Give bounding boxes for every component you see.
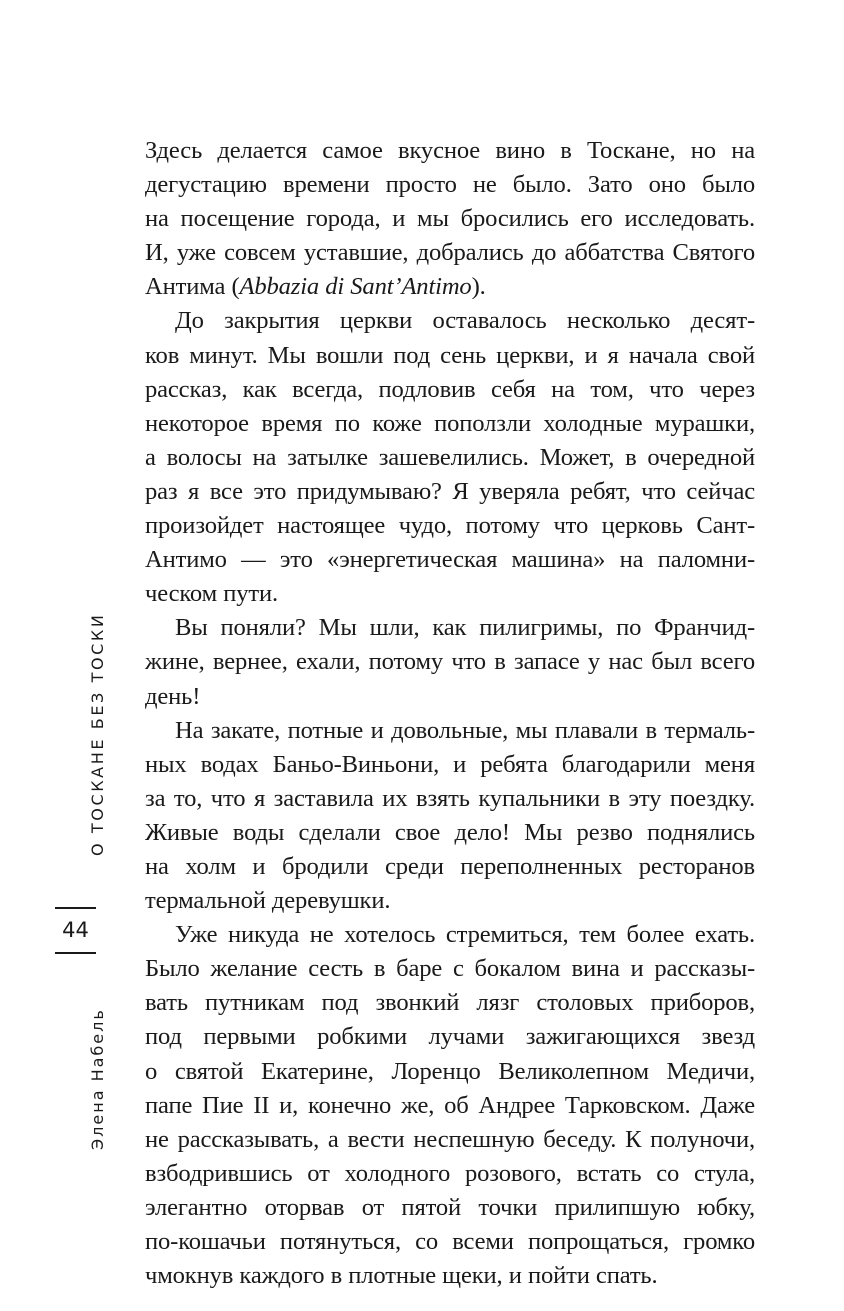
text-line: взбодрившись от холодного розового, встать со стула,	[145, 1159, 755, 1187]
text-line: чмокнув каждого в плотные щеки, и пойти спать.	[145, 1262, 658, 1290]
text-line: дегустацию времени просто не было. Зато оно было	[145, 171, 755, 199]
page-number: 44	[62, 918, 89, 942]
text-line: на холм и бродили среди переполненных ресторанов	[145, 852, 755, 880]
text-line: о святой Екатерине, Лоренцо Великолепном Медичи,	[145, 1057, 755, 1085]
text-line: Уже никуда не хотелось стремиться, тем более ехать.	[175, 921, 755, 949]
text-line	[145, 270, 755, 304]
text-line: ков минут. Мы вошли под сень церкви, и я начала свой	[145, 341, 755, 369]
author-name-text: Элена Набель	[88, 1008, 107, 1150]
text-line: по-кошачьи потянуться, со всеми попрощаться, громко	[145, 1228, 755, 1255]
text-line: Вы поняли? Мы шли, как пилигримы, по Франчид-	[175, 614, 755, 642]
text-line: произойдет настоящее чудо, потому что церковь Сант-	[145, 512, 755, 540]
text-line: некоторое время по коже поползли холодные мурашки,	[145, 409, 755, 437]
text-line: Антимо — это «энергетическая машина» на паломни-	[145, 546, 755, 574]
text-line: за то, что я заставила их взять купальники в эту поездку.	[145, 784, 755, 812]
body-text	[145, 134, 755, 1293]
text-line: ческом пути.	[145, 580, 278, 608]
text-fragment: ).	[471, 273, 486, 301]
text-line: До закрытия церкви оставалось несколько десят-	[175, 307, 755, 335]
text-line: жине, вернее, ехали, потому что в запасе у нас был всего	[145, 648, 755, 676]
text-line: элегантно оторвав от пятой точки прилипшую юбку,	[145, 1193, 755, 1221]
text-line: Было желание сесть в баре с бокалом вина и рассказы-	[145, 955, 755, 983]
text-line: раз я все это придумываю? Я уверяла ребят, что сейчас	[145, 477, 755, 505]
text-line: Живые воды сделали свое дело! Мы резво поднялись	[145, 818, 755, 846]
text-line: рассказ, как всегда, подловив себя на том, что через	[145, 375, 755, 403]
text-line: Здесь делается самое вкусное вино в Тоскане, но на	[145, 137, 755, 164]
italic-place-name: Abbazia di Sant’Antimo	[239, 273, 472, 301]
text-line: папе Пие II и, конечно же, об Андрее Тарковском. Даже	[145, 1091, 755, 1119]
text-line: а волосы на затылке зашевелились. Может, в очередной	[145, 443, 755, 471]
text-line: на посещение города, и мы бросились его исследовать.	[145, 205, 755, 233]
running-title-text: О ТОСКАНЕ БЕЗ ТОСКИ	[88, 612, 107, 856]
text-line: ных водах Баньо-Виньони, и ребята благодарили меня	[145, 750, 755, 778]
text-line: На закате, потные и довольные, мы плавали в термаль-	[175, 716, 755, 744]
running-title	[68, 612, 107, 856]
text-line: не рассказывать, а вести неспешную беседу. К полуночи,	[145, 1125, 755, 1153]
text-line: день!	[145, 682, 201, 710]
text-line: вать путникам под звонкий лязг столовых приборов,	[145, 989, 755, 1017]
author-name	[68, 998, 107, 1150]
text-line: И, уже совсем уставшие, добрались до аббатства Святого	[145, 239, 755, 267]
page-number-rule-top	[55, 907, 96, 909]
text-line: термальной деревушки.	[145, 887, 391, 915]
text-fragment: Антима (	[145, 273, 240, 301]
page-number-rule-bottom	[55, 952, 96, 954]
text-line: под первыми робкими лучами зажигающихся звезд	[145, 1023, 755, 1051]
